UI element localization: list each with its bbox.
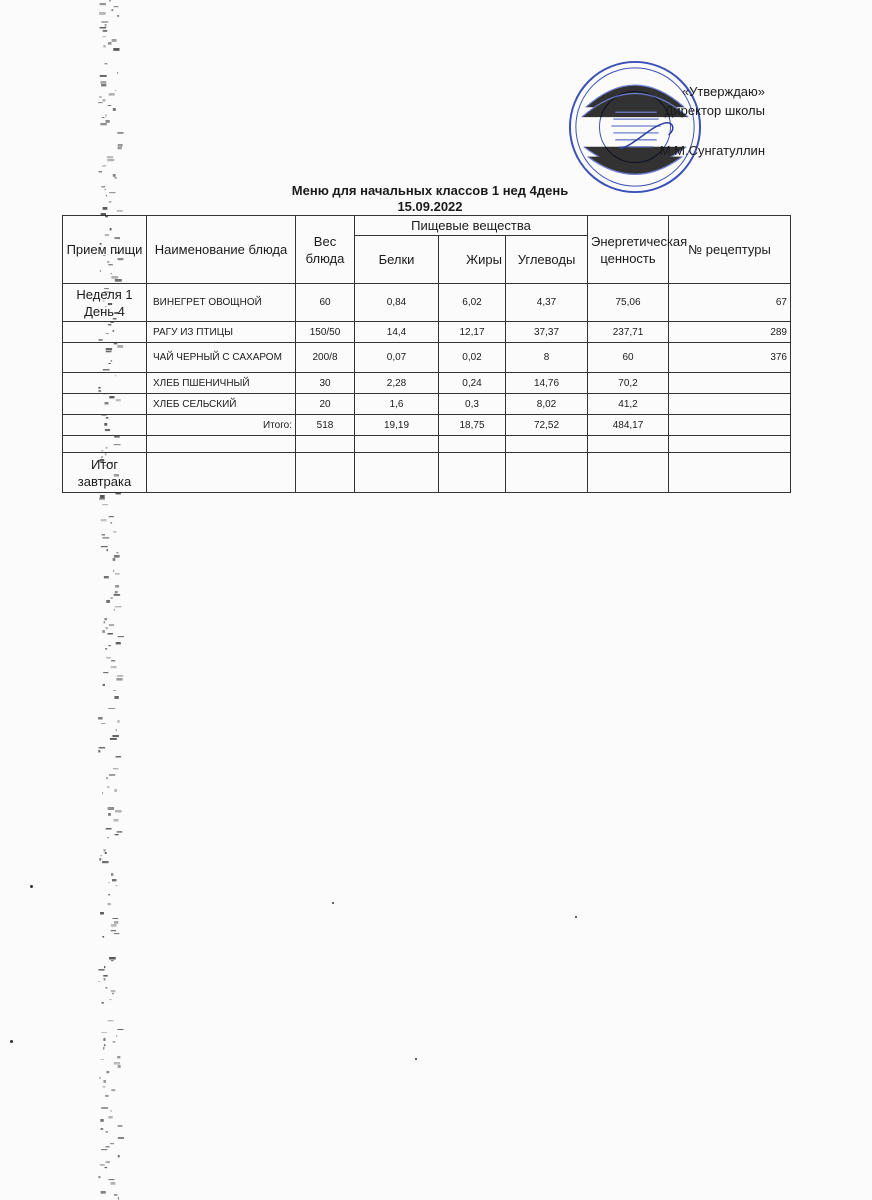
- dish-recipe: 289: [669, 322, 791, 343]
- header-recipe: № рецептуры: [669, 216, 791, 284]
- dish-name: ВИНЕГРЕТ ОВОЩНОЙ: [147, 284, 296, 322]
- table-row: [63, 284, 791, 322]
- dish-weight: 20: [296, 394, 355, 415]
- dish-protein: 0,07: [355, 343, 439, 373]
- total-fat: 18,75: [439, 415, 506, 436]
- dish-weight: 150/50: [296, 322, 355, 343]
- dish-carbs: 37,37: [506, 322, 588, 343]
- header-protein: Белки: [355, 236, 439, 284]
- breakfast-total-label: Итог завтрака: [63, 453, 147, 493]
- scan-speck: [415, 1058, 417, 1060]
- table-row: [63, 343, 791, 373]
- dish-name: ХЛЕБ ПШЕНИЧНЫЙ: [147, 373, 296, 394]
- total-protein: 19,19: [355, 415, 439, 436]
- scan-speck: [575, 916, 577, 918]
- meal-cell-empty: [63, 415, 147, 436]
- approver-name: М.М.Сунгатуллин: [659, 143, 765, 158]
- dish-protein: 0,84: [355, 284, 439, 322]
- table-row: [63, 373, 791, 394]
- dish-fat: 6,02: [439, 284, 506, 322]
- scan-edge-artifact: [98, 0, 124, 1200]
- scan-speck: [332, 902, 334, 904]
- header-nutrients: Пищевые вещества: [355, 216, 588, 236]
- menu-table: [62, 215, 791, 493]
- title-line: Меню для начальных классов 1 нед 4день: [291, 183, 569, 198]
- dish-energy: 70,2: [588, 373, 669, 394]
- total-energy: 484,17: [588, 415, 669, 436]
- dish-carbs: 8,02: [506, 394, 588, 415]
- dish-protein: 1,6: [355, 394, 439, 415]
- approval-heading: «Утверждаю»: [681, 84, 765, 99]
- total-row: [63, 415, 791, 436]
- dish-recipe: 376: [669, 343, 791, 373]
- approver-position: Директор школы: [664, 103, 765, 118]
- dish-weight: 30: [296, 373, 355, 394]
- header-carbs: Углеводы: [506, 236, 588, 284]
- dish-recipe: [669, 394, 791, 415]
- dish-carbs: 8: [506, 343, 588, 373]
- meal-label: Неделя 1 День 4: [63, 284, 147, 322]
- breakfast-total-row: [63, 453, 791, 493]
- dish-name: РАГУ ИЗ ПТИЦЫ: [147, 322, 296, 343]
- meal-cell-empty: [63, 373, 147, 394]
- dish-fat: 0,3: [439, 394, 506, 415]
- header-dish: Наименование блюда: [147, 216, 296, 284]
- total-weight: 518: [296, 415, 355, 436]
- total-carbs: 72,52: [506, 415, 588, 436]
- title-date: 15.09.2022: [397, 199, 463, 214]
- meal-cell-empty: [63, 394, 147, 415]
- scan-speck: [10, 1040, 13, 1043]
- dish-protein: 14,4: [355, 322, 439, 343]
- dish-energy: 237,71: [588, 322, 669, 343]
- header-weight: Вес блюда: [296, 216, 355, 284]
- dish-fat: 12,17: [439, 322, 506, 343]
- scan-speck: [30, 885, 33, 888]
- header-meal: Прием пищи: [63, 216, 147, 284]
- dish-protein: 2,28: [355, 373, 439, 394]
- table-row: [63, 394, 791, 415]
- total-label: Итого:: [147, 415, 296, 436]
- dish-energy: 41,2: [588, 394, 669, 415]
- table-row: [63, 322, 791, 343]
- dish-name: ЧАЙ ЧЕРНЫЙ С САХАРОМ: [147, 343, 296, 373]
- meal-cell-empty: [63, 322, 147, 343]
- dish-fat: 0,02: [439, 343, 506, 373]
- dish-carbs: 4,37: [506, 284, 588, 322]
- dish-recipe: 67: [669, 284, 791, 322]
- header-energy: Энергетическая ценность: [588, 216, 669, 284]
- approval-block: [560, 82, 765, 160]
- dish-weight: 60: [296, 284, 355, 322]
- dish-energy: 75,06: [588, 284, 669, 322]
- empty-row: [63, 436, 791, 453]
- dish-recipe: [669, 373, 791, 394]
- header-fat: Жиры: [439, 236, 506, 284]
- dish-name: ХЛЕБ СЕЛЬСКИЙ: [147, 394, 296, 415]
- dish-carbs: 14,76: [506, 373, 588, 394]
- dish-fat: 0,24: [439, 373, 506, 394]
- dish-weight: 200/8: [296, 343, 355, 373]
- document-title: [250, 183, 610, 215]
- total-recipe-empty: [669, 415, 791, 436]
- meal-cell-empty: [63, 343, 147, 373]
- dish-energy: 60: [588, 343, 669, 373]
